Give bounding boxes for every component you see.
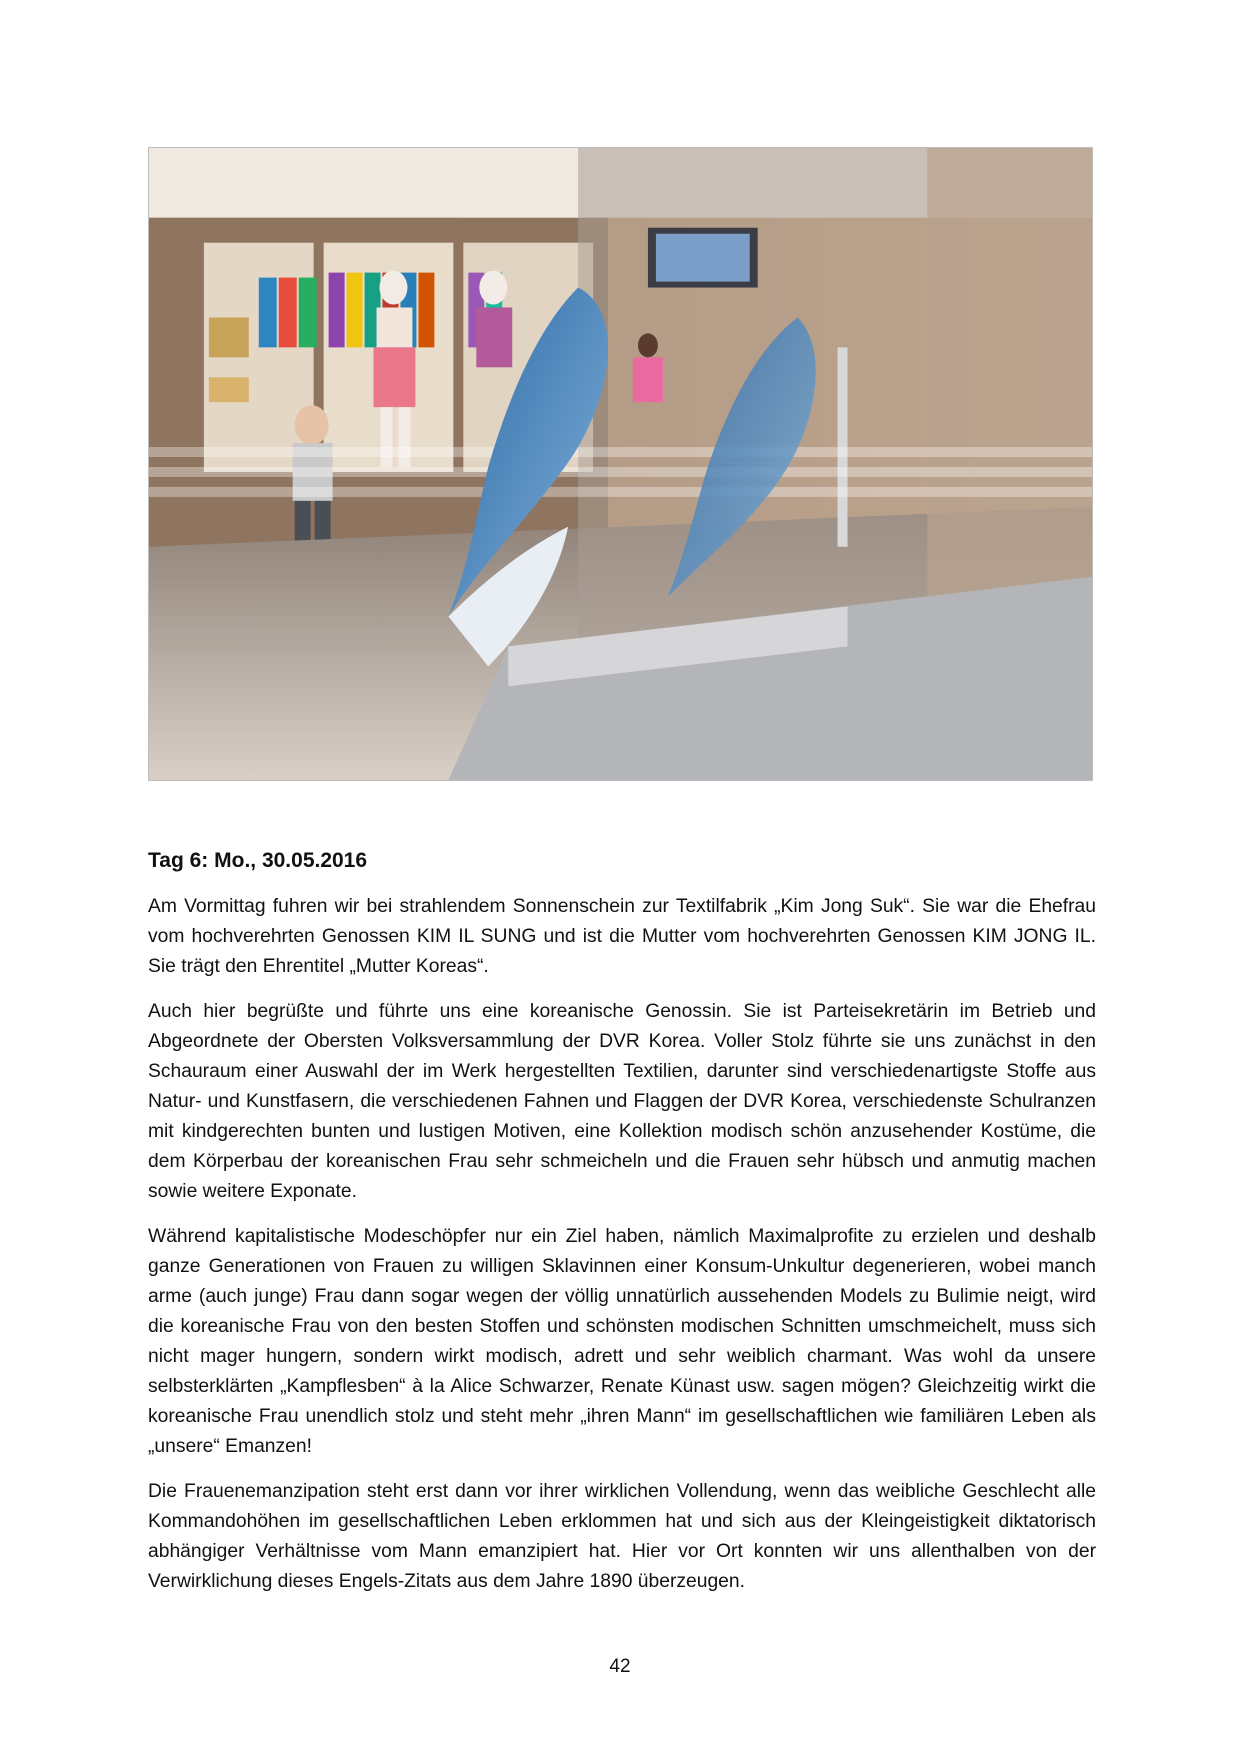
shop-window-photo [148,147,1093,781]
paragraph: Am Vormittag fuhren wir bei strahlendem Sonnenschein zur Textilfabrik „Kim Jong Suk“. Sie war die Ehefrau vom hochverehrten Genossen KIM IL SUNG und ist die Mutter vom hochverehrten Genossen KIM JONG IL. Sie trägt den Ehrentitel „Mutter Koreas“. [148,896,1096,977]
photo-illustration [149,148,1092,780]
page-number: 42 [609,1656,631,1677]
paragraph: Während kapitalistische Modeschöpfer nur ein Ziel haben, nämlich Maximalprofite zu erzielen und deshalb ganze Generationen von Frauen zu willigen Sklavinnen einer Konsum-Unkultur degenerieren, wobei manch arme (auch junge) Frau dann sogar wegen der völlig unnatürlich aussehenden Models zu Bulimie neigt, wird die koreanische Frau von den besten Stoffen und schönsten modischen Schnitten umschmeichelt, muss sich nicht mager hungern, sondern wirkt modisch, adrett und sehr weiblich charmant. Was wohl da unsere selbsterklärten „Kampflesben“ à la Alice Schwarzer, Renate Künast usw. sagen mögen? Gleichzeitig wirkt die koreanische Frau unendlich stolz und steht mehr „ihren Mann“ im gesellschaftlichen wie familiären Leben als „unsere“ Emanzen! [148,1226,1096,1457]
paragraph: Die Frauenemanzipation steht erst dann vor ihrer wirklichen Vollendung, wenn das weibliche Geschlecht alle Kommandohöhen im gesellschaftlichen Leben erklommen hat und sich aus der Kleingeistigkeit diktatorisch abhängiger Verhältnisse vom Mann emanzipiert hat. Hier vor Ort konnten wir uns allenthalben von der Verwirklichung dieses Engels-Zitats aus dem Jahre 1890 überzeugen. [148,1481,1096,1592]
body-text [148,892,1096,1612]
section-heading: Tag 6: Mo., 30.05.2016 [148,849,368,872]
paragraph: Auch hier begrüßte und führte uns eine koreanische Genossin. Sie ist Parteisekretärin im Betrieb und Abgeordnete der Obersten Volksversammlung der DVR Korea. Voller Stolz führte sie uns zunächst in den Schauraum einer Auswahl der im Werk hergestellten Textilien, darunter sind verschiedenartigste Stoffe aus Natur- und Kunstfasern, die verschiedenen Fahnen und Flaggen der DVR Korea, verschiedenste Schulranzen mit kindgerechten bunten und lustigen Motiven, eine Kollektion modisch schön anzusehender Kostüme, die dem Körperbau der koreanischen Frau sehr schmeicheln und die Frauen sehr hübsch und anmutig machen sowie weitere Exponate. [148,1001,1096,1202]
